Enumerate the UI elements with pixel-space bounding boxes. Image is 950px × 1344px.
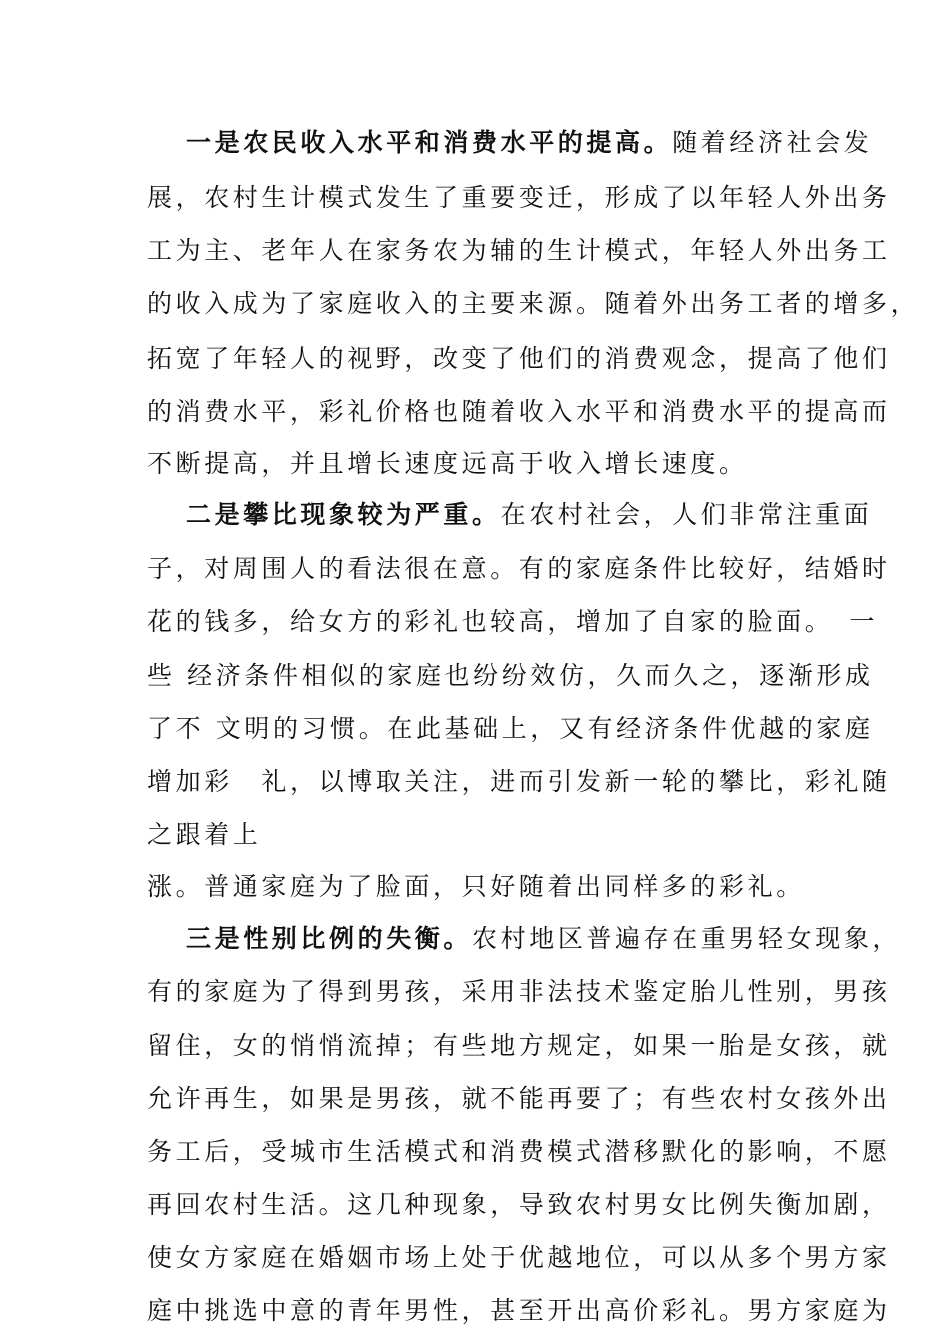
paragraph-3-heading: 三是性别比例的失衡。 <box>186 924 473 954</box>
paragraph-3-line-6: 再回农村生活。这几种现象，导致农村男女比例失衡加剧， <box>147 1189 891 1219</box>
paragraph-3-line-5: 务工后，受城市生活模式和消费模式潜移默化的影响，不愿 <box>147 1136 891 1166</box>
paragraph-3-line-8: 庭中挑选中意的青年男性，甚至开出高价彩礼。男方家庭为 <box>147 1296 891 1325</box>
paragraph-1-line-6: 的消费水平，彩礼价格也随着收入水平和消费水平的提高而 <box>147 396 891 426</box>
paragraph-1-line-2: 展，农村生计模式发生了重要变迁，形成了以年轻人外出务 <box>147 182 891 212</box>
paragraph-2-text: 在农村社会，人们非常注重面 <box>500 499 873 529</box>
paragraph-2-line-4: 些 经济条件相似的家庭也纷纷效仿，久而久之，逐渐形成 <box>147 660 874 690</box>
paragraph-3-line-2: 有的家庭为了得到男孩，采用非法技术鉴定胎儿性别，男孩 <box>147 977 891 1007</box>
paragraph-3-line-1 <box>186 924 901 954</box>
paragraph-2-line-5: 了不 文明的习惯。在此基础上，又有经济条件优越的家庭 <box>147 713 874 743</box>
paragraph-1-line-3: 工为主、老年人在家务农为辅的生计模式，年轻人外出务工 <box>147 235 891 265</box>
paragraph-3-text: 农村地区普遍存在重男轻女现象， <box>472 924 902 954</box>
paragraph-1-text: 随着经济社会发 <box>672 128 873 157</box>
paragraph-1-heading: 一是农民收入水平和消费水平的提高。 <box>186 128 673 157</box>
paragraph-2-line-6: 增加彩 礼，以博取关注，进而引发新一轮的攀比，彩礼随 <box>147 766 891 796</box>
paragraph-2-line-3: 花的钱多，给女方的彩礼也较高，增加了自家的脸面。 一 <box>147 606 879 636</box>
paragraph-2-line-1 <box>186 500 872 530</box>
paragraph-1-line-1 <box>186 128 872 158</box>
paragraph-1-line-5: 拓宽了年轻人的视野，改变了他们的消费观念，提高了他们 <box>147 343 891 373</box>
paragraph-3-line-4: 允许再生，如果是男孩，就不能再要了；有些农村女孩外出 <box>147 1083 891 1113</box>
paragraph-1-line-4: 的收入成为了家庭收入的主要来源。随着外出务工者的增多， <box>147 288 920 318</box>
paragraph-1-line-7: 不断提高，并且增长速度远高于收入增长速度。 <box>147 448 748 478</box>
paragraph-3-line-3: 留住，女的悄悄流掉；有些地方规定，如果一胎是女孩，就 <box>147 1030 891 1060</box>
paragraph-2-heading: 二是攀比现象较为严重。 <box>186 499 501 529</box>
paragraph-3-line-7: 使女方家庭在婚姻市场上处于优越地位，可以从多个男方家 <box>147 1242 891 1272</box>
paragraph-2-line-7: 之跟着上 <box>147 819 262 849</box>
paragraph-2-line-8: 涨。普通家庭为了脸面，只好随着出同样多的彩礼。 <box>147 871 805 901</box>
paragraph-2-line-2: 子，对周围人的看法很在意。有的家庭条件比较好，结婚时 <box>147 553 891 583</box>
